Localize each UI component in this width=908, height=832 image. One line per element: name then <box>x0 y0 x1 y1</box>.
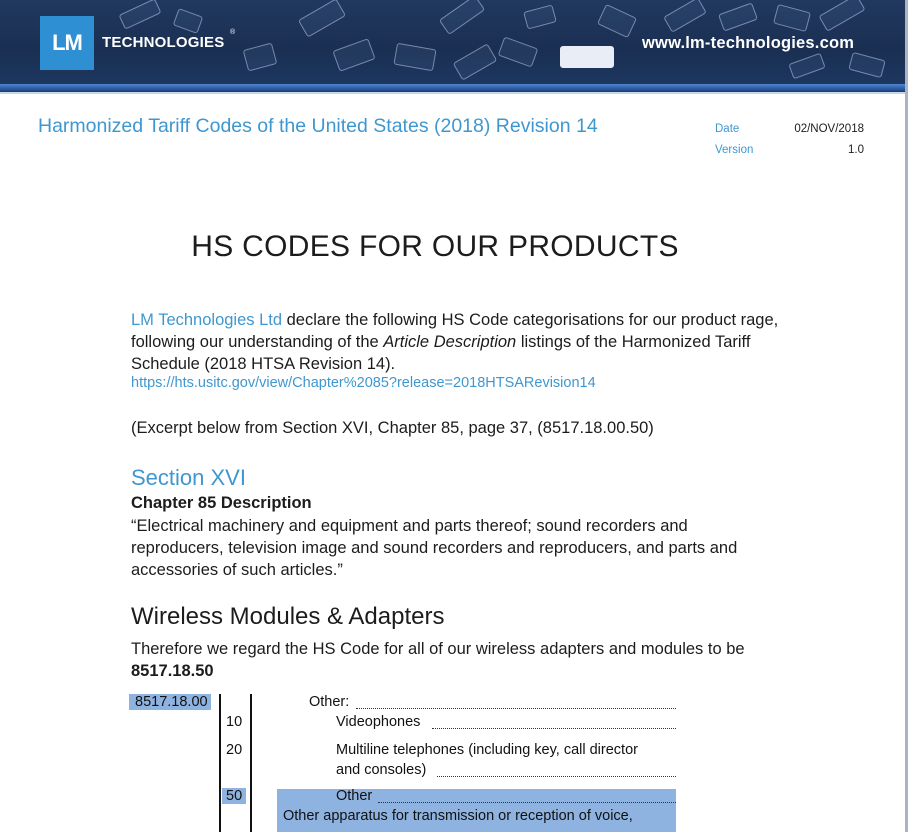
usb-dongle-graphic <box>498 36 539 67</box>
dot-leader <box>432 728 676 729</box>
intro-italic: Article Description <box>383 333 517 351</box>
company-name: LM Technologies Ltd <box>131 311 283 329</box>
table-row-suffix: 20 <box>226 742 243 758</box>
table-row-description-continued: and consoles) <box>336 762 427 778</box>
banner-stripe <box>0 84 905 92</box>
dot-leader <box>356 708 676 709</box>
column-rule <box>250 694 252 832</box>
usb-dongle-graphic <box>663 0 707 33</box>
table-row-description: Other: <box>309 694 350 710</box>
usb-dongle-graphic <box>818 0 865 32</box>
table-row-suffix: 10 <box>226 714 243 730</box>
usb-dongle-graphic <box>597 4 637 38</box>
wireless-code: 8517.18.50 <box>131 662 214 680</box>
version-value: 1.0 <box>848 144 864 156</box>
website-address[interactable]: www.lm-technologies.com <box>642 34 855 52</box>
column-rule <box>219 694 221 832</box>
main-heading: HS CODES FOR OUR PRODUCTS <box>191 230 679 263</box>
registered-mark: ® <box>230 29 236 36</box>
date-value: 02/NOV/2018 <box>794 123 864 135</box>
heading-code: 8517.18.00 <box>129 694 211 710</box>
usb-dongle-graphic <box>118 0 161 30</box>
usb-dongle-graphic <box>523 4 557 29</box>
header-banner <box>0 0 905 84</box>
usb-dongle-graphic <box>788 53 825 80</box>
usb-dongle-graphic <box>173 8 204 34</box>
banner-divider <box>0 92 905 94</box>
intro-text-part2: listings of the Harmonized Tariff Schedule (2018 HTSA Revision 14). <box>131 333 751 373</box>
wireless-paragraph <box>131 638 781 682</box>
table-row-suffix-highlighted: 50 <box>222 788 246 804</box>
chapter-heading: Chapter 85 Description <box>131 494 312 512</box>
htsa-reference-link[interactable]: https://hts.usitc.gov/view/Chapter%2085?release=2018HTSARevision14 <box>131 375 596 391</box>
usb-dongle-graphic <box>773 4 811 32</box>
date-label: Date <box>715 123 740 135</box>
document-title: Harmonized Tariff Codes of the United States (2018) Revision 14 <box>38 115 598 137</box>
version-label: Version <box>715 144 754 156</box>
usb-dongle-graphic <box>718 2 758 31</box>
wireless-heading: Wireless Modules & Adapters <box>131 603 445 630</box>
usb-dongle-graphic <box>393 43 436 72</box>
dot-leader <box>437 776 676 777</box>
intro-text-part1: declare the following HS Code categorisations for our product rage, following our understanding of the <box>131 311 779 351</box>
excerpt-note: (Excerpt below from Section XVI, Chapter 85, page 37, (8517.18.00.50) <box>131 419 654 437</box>
chapter-quote: “Electrical machinery and equipment and parts thereof; sound recorders and reproducers, television image and sound recorders and reproducers, and parts and accessories of such articles.” <box>131 517 738 579</box>
dot-leader <box>378 802 676 803</box>
usb-dongle-graphic <box>560 46 614 68</box>
usb-dongle-graphic <box>332 38 375 72</box>
table-row-description: Multiline telephones (including key, call director <box>336 742 638 758</box>
company-logo[interactable]: LM <box>40 16 94 70</box>
table-row-description: Other <box>336 788 373 804</box>
usb-dongle-graphic <box>453 43 498 80</box>
usb-dongle-graphic <box>243 42 278 71</box>
section-heading: Section XVI <box>131 465 246 490</box>
wireless-text: Therefore we regard the HS Code for all of our wireless adapters and modules to be <box>131 640 745 658</box>
table-row-description: Videophones <box>336 714 421 730</box>
next-row-description: Other apparatus for transmission or reception of voice, <box>283 808 633 824</box>
usb-dongle-graphic <box>298 0 346 38</box>
company-logo-wordmark: TECHNOLOGIES <box>102 34 225 51</box>
intro-paragraph <box>131 309 781 375</box>
usb-dongle-graphic <box>439 0 485 35</box>
usb-dongle-graphic <box>848 52 886 78</box>
